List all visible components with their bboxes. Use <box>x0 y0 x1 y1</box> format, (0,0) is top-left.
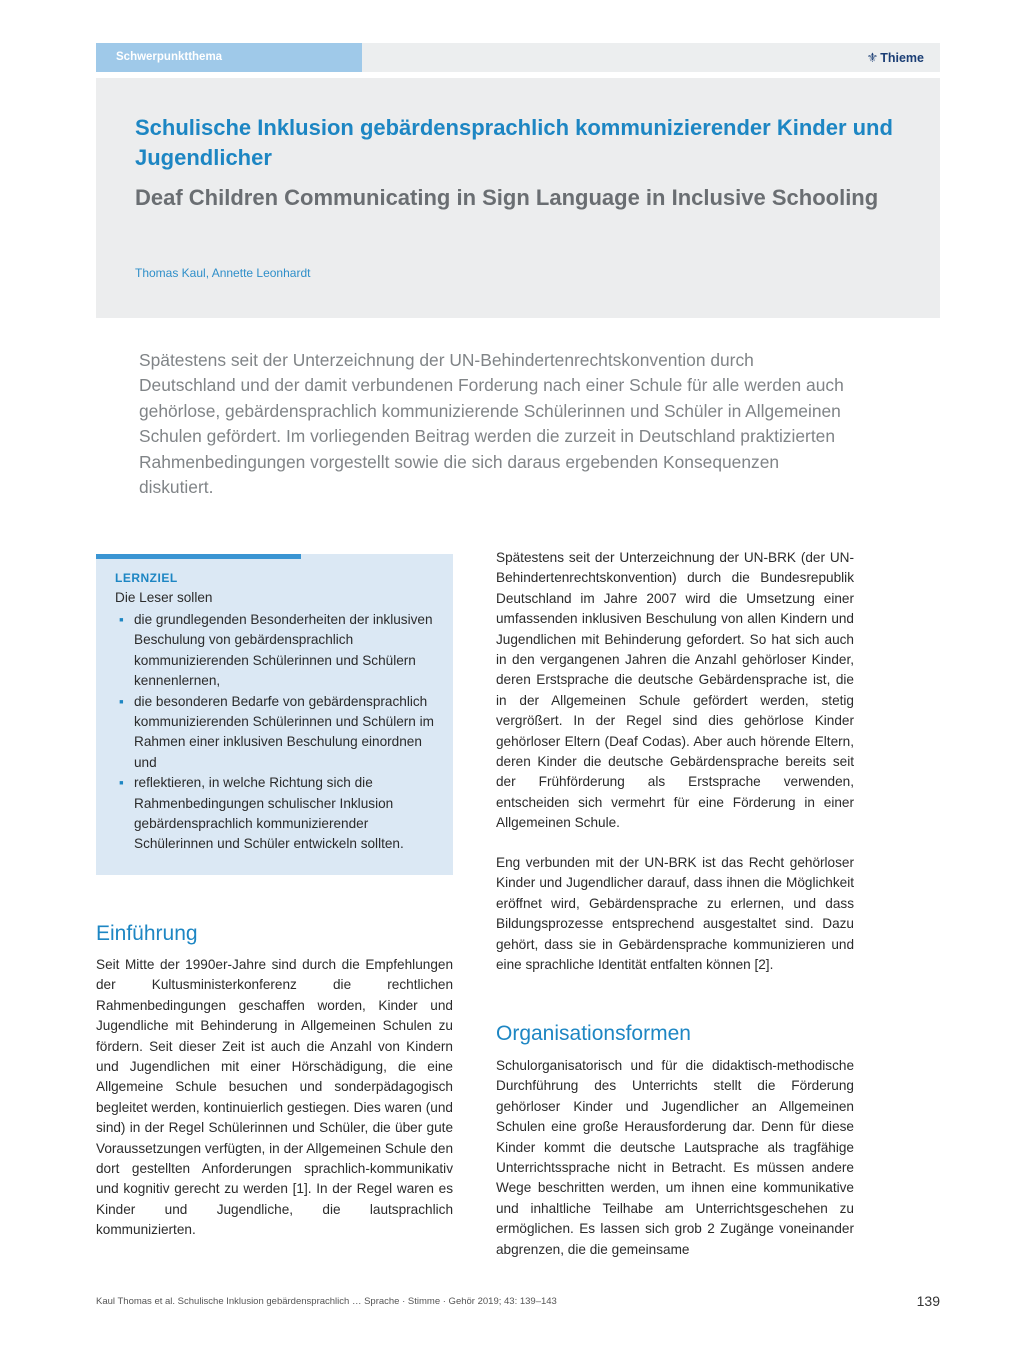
article-title-english: Deaf Children Communicating in Sign Language in Inclusive Schooling <box>135 185 879 210</box>
header-bar <box>96 43 940 72</box>
section-heading-organisationsformen: Organisationsformen <box>496 1022 691 1045</box>
list-item-text: die grundlegenden Besonderheiten der inklusiven Beschulung von gebärdensprachlich kommunizierenden Schülerinnen und Schülern kennenlernen, <box>134 612 433 689</box>
thieme-logo-icon: ⚜ <box>866 50 879 65</box>
list-item <box>115 610 445 692</box>
publisher-logo <box>867 43 924 72</box>
body-paragraph-2: Eng verbunden mit der UN-BRK ist das Recht gehörloser Kinder und Jugendlicher darauf, dass ihnen die Möglichkeit eröffnet wird, Gebärdensprache zu erlernen, und dass Bildungsprozesse entsprechend ausgestaltet sind. Dazu gehört, dass sie in Gebärdensprache kommunizieren und eine sprachliche Identität entfalten können [2]. <box>496 855 854 973</box>
publisher-name: Thieme <box>880 51 924 65</box>
body-paragraph-1: Spätestens seit der Unterzeichnung der UN-BRK (der UN-Behindertenrechtskonvention) durch die Bundesrepublik Deutschland im Jahre 2007 wird die Umsetzung einer umfassenden inklusiven Beschulung von allen Kindern und Jugendlichen mit Behinderung gefordert. So hat sich auch in den vergangenen Jahren die Anzahl gehörloser Kinder, deren Erstsprache die deutsche Gebärdensprache ist, die in der Allgemeinen Schule gefördert werden, stetig vergrößert. In der Regel sind dies gehörlose Kinder gehörloser Eltern (Deaf Codas). Aber auch hörende Eltern, deren Kinder die deutsche Gebärdensprache bereits seit der Frühförderung als Erstsprache verwenden, entscheiden sich vermehrt für eine Förderung in einer Allgemeinen Schule. <box>496 550 854 831</box>
list-item <box>115 692 445 774</box>
section-heading-einfuehrung: Einführung <box>96 922 198 945</box>
body-paragraph-3: Schulorganisatorisch und für die didaktisch-methodische Durchführung des Unterrichts stellt die Förderung gehörloser Kinder und Jugendlicher an Allgemeinen Schulen eine große Herausforderung dar. Denn für diese Kinder kommt die deutsche Lautsprache als tragfähige Unterrichtssprache nicht in Betracht. Es müssen andere Wege beschritten werden, um ihnen eine kommunikative und inhaltliche Teilhabe am Unterrichtsgeschehen zu ermöglichen. Es lassen sich grob 2 Zugänge voneinander abgrenzen, die die gemeinsame <box>496 1058 854 1257</box>
bullet-icon: ▪ <box>119 612 124 627</box>
authors: Thomas Kaul, Annette Leonhardt <box>135 266 311 280</box>
footer-citation: Kaul Thomas et al. Schulische Inklusion gebärdensprachlich … Sprache · Stimme · Gehör 2019; 43: 139–143 <box>96 1296 557 1307</box>
learning-objectives-box <box>96 554 453 875</box>
bullet-icon: ▪ <box>119 693 124 709</box>
bullet-icon: ▪ <box>119 775 124 791</box>
learning-objectives-heading: LERNZIEL <box>115 571 178 585</box>
list-item-text: reflektieren, in welche Richtung sich die Rahmenbedingungen schulischer Inklusion gebärdensprachlich kommunizierender Schülerinnen und Schüler entwickeln sollten. <box>134 775 404 852</box>
list-item-text: die besonderen Bedarfe von gebärdensprachlich kommunizierenden Schülerinnen und Schülern im Rahmen einer inklusiven Beschulung einordnen und <box>134 693 434 770</box>
abstract: Spätestens seit der Unterzeichnung der UN-Behindertenrechtskonvention durch Deutschland und der damit verbundenen Forderung nach einer Schule für alle werden auch gehörlose, gebärdensprachlich kommunizierende Schülerinnen und Schüler in Allgemeinen Schulen gefördert. Im vorliegenden Beitrag werden die zurzeit in Deutschland praktizierten Rahmenbedingungen vorgestellt sowie die sich daraus ergebenden Konsequenzen diskutiert. <box>139 350 844 498</box>
learning-objectives-list <box>115 610 445 855</box>
title-block <box>96 78 940 318</box>
article-title-german: Schulische Inklusion gebärdensprachlich kommunizierender Kinder und Jugendlicher <box>135 115 893 170</box>
learning-objectives-intro: Die Leser sollen <box>115 590 213 605</box>
list-item <box>115 773 445 855</box>
box-accent-bar <box>96 554 301 559</box>
section-label: Schwerpunktthema <box>96 43 362 72</box>
page-number: 139 <box>916 1293 940 1309</box>
einfuehrung-text: Seit Mitte der 1990er-Jahre sind durch die Empfehlungen der Kultusministerkonferenz die rechtlichen Rahmenbedingungen geschaffen worden, Kinder und Jugendliche mit Behinderung in Allgemeinen Schulen zu fördern. Seit dieser Zeit ist auch die Anzahl von Kindern und Jugendlichen mit einer Hörschädigung, die eine Allgemeine Schule besuchen und sonderpädagogisch begleitet werden, kontinuierlich gestiegen. Dies waren (und sind) in der Regel Schülerinnen und Schüler, die über gute Voraussetzungen verfügten, in der Allgemeinen Schule den dort gestellten Anforderungen sprachlich-kommunikativ und kognitiv gerecht zu werden [1]. In der Regel waren es Kinder und Jugendliche, die lautsprachlich kommunizierten. <box>96 957 453 1238</box>
